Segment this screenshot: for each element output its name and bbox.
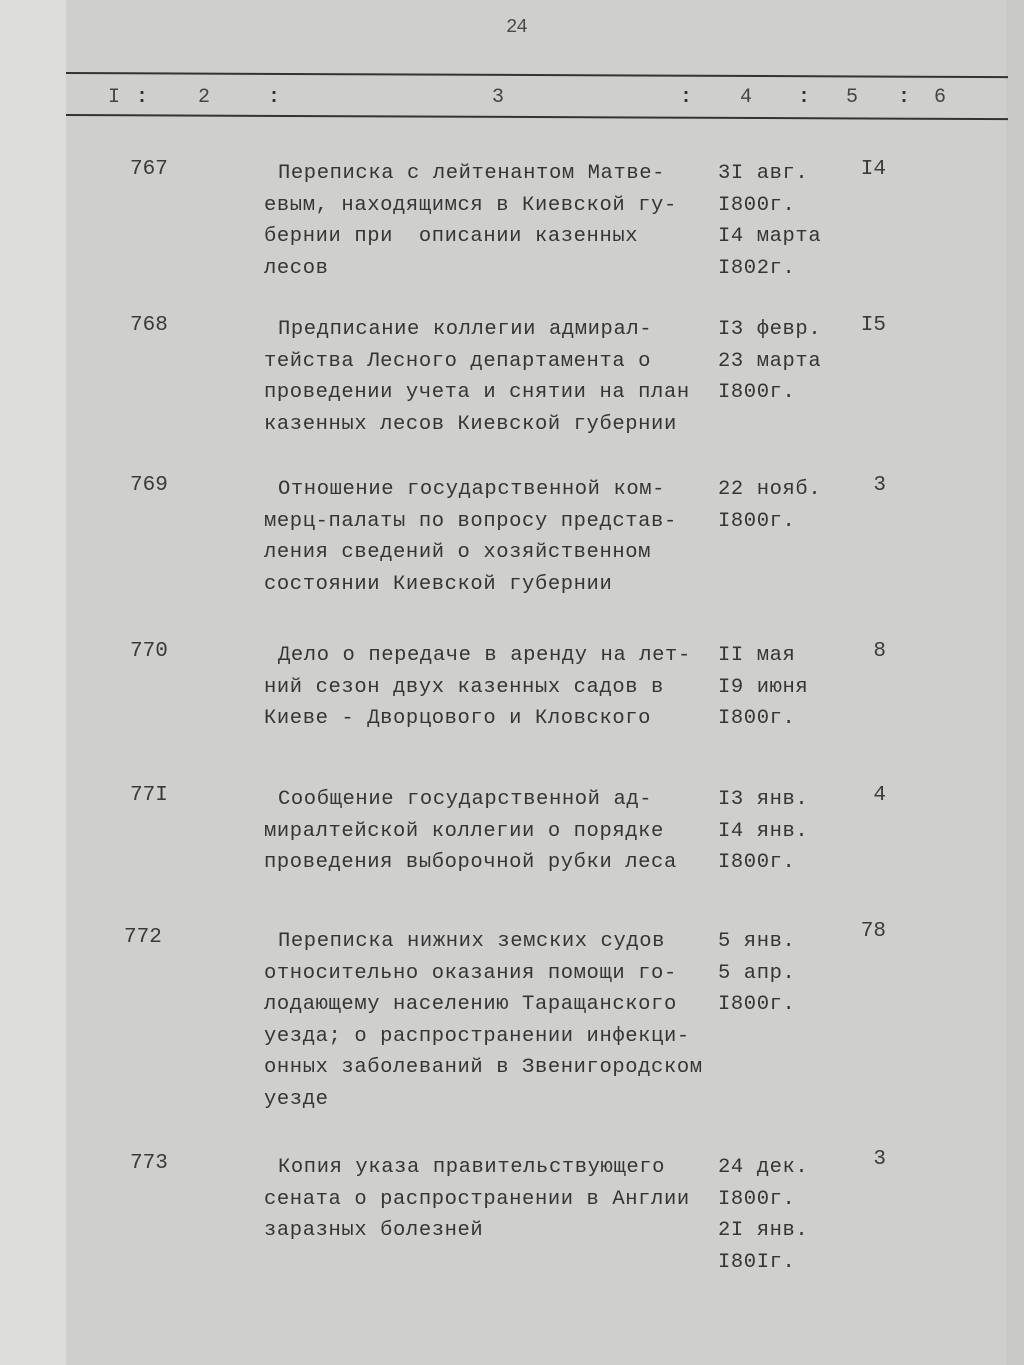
column-header-3: 3 <box>492 86 505 109</box>
date-line: I3 янв. <box>718 788 809 811</box>
description-line: лодающему населению Таращанского <box>264 993 677 1016</box>
column-separator: : <box>798 86 811 109</box>
entry-number: 768 <box>130 314 168 337</box>
column-header-5: 5 <box>846 86 859 109</box>
column-header-6: 6 <box>934 86 947 109</box>
date-line: I800г. <box>718 1187 796 1211</box>
description-line: состоянии Киевской губернии <box>264 572 613 596</box>
date-line: I800г. <box>718 381 796 404</box>
description-line: заразных болезней <box>264 1219 484 1242</box>
entry-dates <box>718 158 838 284</box>
column-separator: : <box>898 86 911 109</box>
entry-dates <box>718 1152 838 1278</box>
entry-description <box>264 474 734 600</box>
date-line: 5 апр. <box>718 961 796 985</box>
description-line: мерц-палаты по вопросу представ- <box>264 509 677 533</box>
description-line: лесов <box>264 256 329 280</box>
date-line: I4 янв. <box>718 819 809 843</box>
date-line: I802г. <box>718 256 796 280</box>
entry-description <box>264 926 734 1115</box>
date-line: 5 янв. <box>718 930 796 953</box>
date-line: II мая <box>718 644 796 667</box>
date-line: 2I янв. <box>718 1219 809 1242</box>
entry-number: 773 <box>130 1152 168 1175</box>
entry-description <box>264 640 734 735</box>
column-separator: : <box>268 86 281 109</box>
date-line: I800г. <box>718 993 796 1016</box>
entry-dates <box>718 474 838 537</box>
entry-number: 770 <box>130 640 168 663</box>
description-line: уезде <box>264 1087 329 1111</box>
description-line: бернии при описании казенных <box>264 225 639 248</box>
description-line: проведения выборочной рубки леса <box>264 851 677 874</box>
date-line: 3I авг. <box>718 162 809 185</box>
entry-dates <box>718 926 838 1021</box>
entry-number: 769 <box>130 474 168 497</box>
description-line: сената о распространении в Англии <box>264 1187 690 1211</box>
description-line: относительно оказания помощи го- <box>264 961 677 985</box>
entry-sheet-count: 78 <box>860 920 886 943</box>
description-line: тейства Лесного департамента о <box>264 349 652 373</box>
description-line: казенных лесов Киевской губернии <box>264 412 677 436</box>
description-line: Переписка нижних земских судов <box>278 930 666 953</box>
description-line: проведении учета и снятии на план <box>264 381 690 404</box>
page-number: 24 <box>506 16 527 38</box>
date-line: I800г. <box>718 707 796 730</box>
entry-number: 77I <box>130 784 168 807</box>
description-line: онных заболеваний в Звенигородском <box>264 1056 703 1079</box>
entry-dates <box>718 640 838 735</box>
column-header-1: I <box>108 86 121 109</box>
date-line: I4 марта <box>718 225 822 248</box>
date-line: 24 дек. <box>718 1156 809 1179</box>
entry-description <box>264 314 734 440</box>
page-edge-shadow <box>1006 0 1024 1365</box>
date-line: 22 нояб. <box>718 478 822 501</box>
description-line: Переписка с лейтенантом Матве- <box>278 162 666 185</box>
entry-description <box>264 784 734 879</box>
description-line: ления сведений о хозяйственном <box>264 541 652 564</box>
description-line: Копия указа правительствующего <box>278 1156 666 1179</box>
entry-sheet-count: 4 <box>873 784 886 807</box>
column-header-4: 4 <box>740 86 753 109</box>
adjacent-page-margin <box>0 0 67 1365</box>
date-line: I800г. <box>718 193 796 217</box>
entry-sheet-count: I5 <box>860 314 886 337</box>
entry-sheet-count: 3 <box>873 1148 886 1171</box>
date-line: I80Iг. <box>718 1250 796 1274</box>
description-line: Киеве - Дворцового и Кловского <box>264 707 652 730</box>
entry-description <box>264 158 734 284</box>
date-line: I800г. <box>718 509 796 533</box>
description-line: Предписание коллегии адмирал- <box>278 318 653 341</box>
date-line: I9 июня <box>718 675 809 699</box>
entry-dates <box>718 314 838 409</box>
entry-dates <box>718 784 838 879</box>
date-line: I3 февр. <box>718 318 822 341</box>
description-line: уезда; о распространении инфекци- <box>264 1024 690 1048</box>
entry-sheet-count: 3 <box>873 474 886 497</box>
entry-number: 767 <box>130 158 168 181</box>
description-line: Отношение государственной ком- <box>278 478 666 501</box>
description-line: миралтейской коллегии о порядке <box>264 819 664 843</box>
date-line: I800г. <box>718 851 796 874</box>
column-header-2: 2 <box>198 86 211 109</box>
description-line: ний сезон двух казенных садов в <box>264 675 664 699</box>
date-line: 23 марта <box>718 349 822 373</box>
description-line: Сообщение государственной ад- <box>278 788 653 811</box>
description-line: Дело о передаче в аренду на лет- <box>278 644 691 667</box>
column-separator: : <box>136 86 149 109</box>
entry-number: 772 <box>124 926 162 949</box>
column-separator: : <box>680 86 693 109</box>
entry-sheet-count: I4 <box>860 158 886 181</box>
entry-sheet-count: 8 <box>873 640 886 663</box>
entry-description <box>264 1152 734 1247</box>
description-line: евым, находящимся в Киевской гу- <box>264 193 677 217</box>
